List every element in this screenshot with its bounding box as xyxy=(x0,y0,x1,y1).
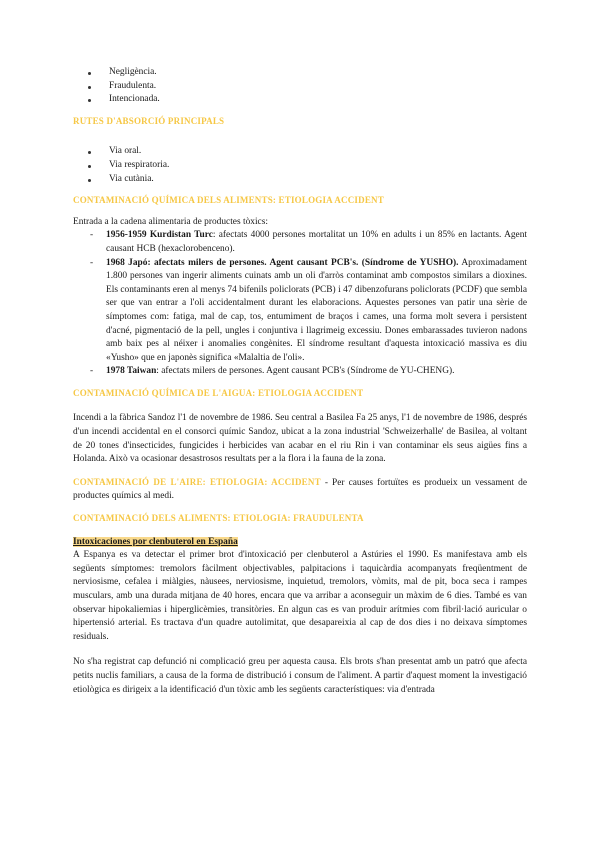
heading-aigua: CONTAMINACIÓ QUÍMICA DE L'AIGUA: ETIOLOGIA ACCIDENT xyxy=(73,387,364,398)
case-lead: 1956-1959 Kurdistan Turc xyxy=(106,230,213,241)
list-item: Negligència. xyxy=(73,66,527,80)
list-item: Fraudulenta. xyxy=(73,80,527,94)
list-item: Via respiratoria. xyxy=(73,159,527,173)
case-item xyxy=(73,365,527,379)
clenbuterol-paragraph-1: A Espanya es va detectar el primer brot d'intoxicació per clenbuterol a Astúries el 1990. Es manifestava amb els següents símptomes: tremolors fàcilment objectivables, palpitacions i taquicàrdia acompanyats freqüentment de nerviosisme, cefalea i miàlgies, nàusees, nerviosisme, inquietud, tremolors, vòmits, mal de pit, boca seca i rampes musculars, amb una durada mitjana de 40 hores, encara que va arribar a aconseguir un màxim de 6 dies. També es van observar hipokaliemias i hiperglicèmies, transitòries. En algun cas es van produir arítmies com fibril·lació auricular o hipertensió arterial. Es tractava d'un quadre autolimitat, que desapareixia al cap de dos dies i no deixava símptomes residuals. xyxy=(73,550,527,642)
list-item: Via oral. xyxy=(73,145,527,159)
heading-fraudulenta: CONTAMINACIÓ DELS ALIMENTS: ETIOLOGIA: FRAUDULENTA xyxy=(73,513,364,524)
aliments-intro: Entrada a la cadena alimentaria de productes tòxics: xyxy=(73,216,268,227)
subheading-clenbuterol: Intoxicaciones por clenbuterol en España xyxy=(73,536,238,547)
aire-paragraph xyxy=(73,476,527,504)
etiology-list xyxy=(73,66,527,107)
case-item xyxy=(73,257,527,366)
case-text: : afectats milers de persones. Agent causant PCB's (Síndrome de YU-CHENG). xyxy=(156,366,455,377)
heading-aire: CONTAMINACIÓ DE L'AIRE: ETIOLOGIA: ACCIDENT xyxy=(73,476,321,487)
heading-aliments-accident: CONTAMINACIÓ QUÍMICA DELS ALIMENTS: ETIOLOGIA ACCIDENT xyxy=(73,195,384,206)
list-item: Via cutània. xyxy=(73,173,527,187)
list-item: Intencionada. xyxy=(73,93,527,107)
document-body xyxy=(73,66,527,697)
case-item xyxy=(73,229,527,256)
cases-list xyxy=(73,229,527,379)
sandoz-paragraph: Incendi a la fàbrica Sandoz l'1 de novembre de 1986. Seu central a Basilea Fa 25 anys, l'1 de novembre de 1986, després d'un incendi accidental en el consorci químic Sandoz, ubicat a la zona industrial 'Schweizerhalle' de Basilea, al voltant de 20 tones d'insecticides, fungicides i herbicides van acabar en el riu Rin i van contaminar els seus aigües fins a Holanda. Això va ocasionar desastrosos resultats per a la flora i la fauna de la zona. xyxy=(73,413,527,465)
absorption-routes-list xyxy=(73,145,527,186)
case-lead: 1978 Taiwan xyxy=(106,366,157,377)
heading-rutes: RUTES D'ABSORCIÓ PRINCIPALS xyxy=(73,115,225,126)
aire-text: - Per causes fortuïtes es produeix un vessament de productes químics al medi. xyxy=(73,477,527,502)
case-text: Aproximadament 1.800 persones van ingerir aliments cuinats amb un oli d'arròs contaminat amb compostos similars a dioxines. Els contaminants eren al menys 74 bifenils policlorats (PCB) i 47 dibenzofurans policlorats (PCDF) que sembla ser que van entrar a l'oli accidentalment durant les elaboracions. Aquestes persones van patir una sèrie de símptomes com: fatiga, mal de cap, tos, entumiment de braços i cames, una forma molt severa i persistent d'acné, pigmentació de la pell, ungles i conjuntiva i llagrimeig excessiu. Dones embarassades tuvieron nadons amb baix pes al néixer i anomalies congènites. El síndrome resultant d'aquesta intoxicació massiva es diu «Yusho» que en japonès significa «Malaltia de l'oli». xyxy=(106,257,527,363)
case-lead: 1968 Japó: afectats milers de persones. Agent causant PCB's. (Síndrome de YUSHO). xyxy=(106,257,459,268)
case-text: : afectats 4000 persones mortalitat un 10% en adults i un 85% en lactants. Agent causant HCB (hexaclorobenceno). xyxy=(106,230,527,254)
clenbuterol-paragraph-2: No s'ha registrat cap defunció ni complicació greu per aquesta causa. Els brots s'han presentat amb un patró que afecta petits nuclis familiars, a causa de la forma de distribució i consum de l'aliment. A partir d'aquest moment la investigació etiològica es dirigeix a la identificació d'un tòxic amb les següents característiques: via d'entrada xyxy=(73,657,527,695)
